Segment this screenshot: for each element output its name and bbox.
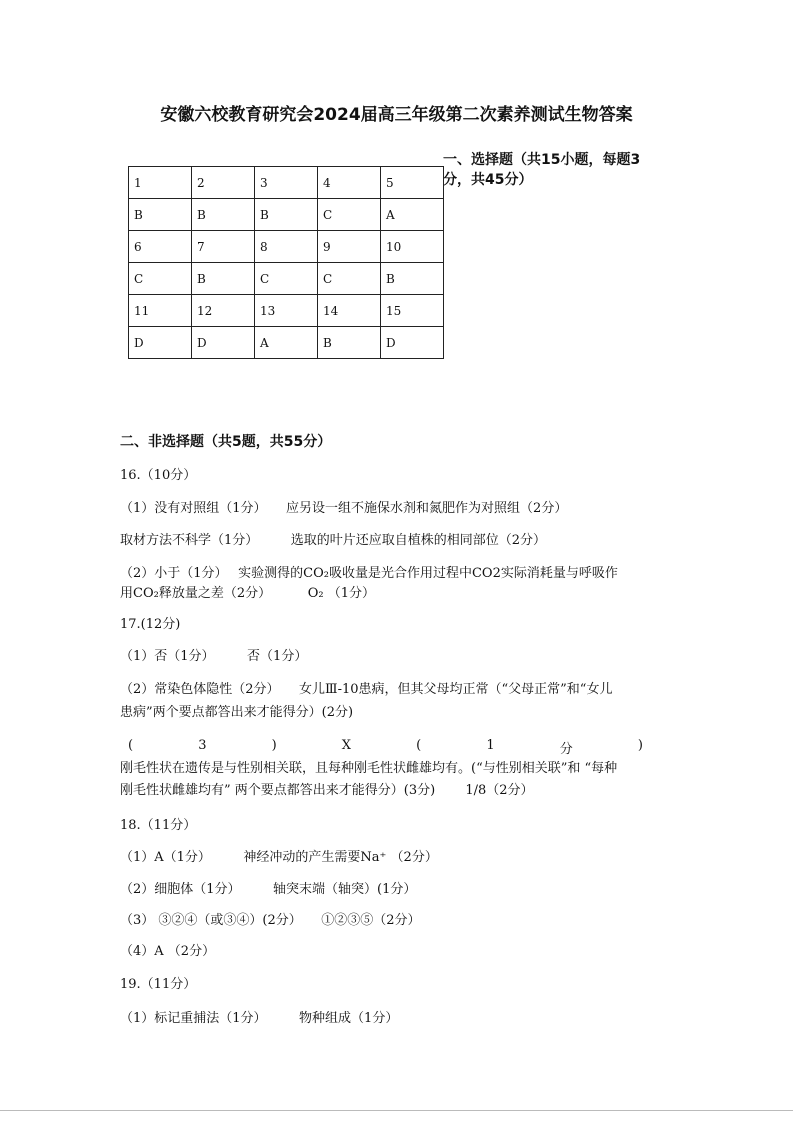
page-title: 安徽六校教育研究会2024届高三年级第二次素养测试生物答案 [160,105,633,125]
table-cell: B [255,199,318,231]
q19-answer-1: （1）标记重捕法（1分） 物种组成（1分） [120,1011,399,1026]
section2-heading: 二、非选择题（共5题，共55分） [120,434,332,450]
q17-part: 分 [559,742,573,757]
q17-answer-1: （1）否（1分） 否（1分） [120,649,308,664]
section1-heading-cont: 分，共45分） [443,172,533,188]
table-row [129,231,444,263]
q16-answer-2a: （2）小于（1分） 实验测得的CO₂吸收量是光合作用过程中CO2实际消耗量与呼吸作 [120,566,618,581]
q17-part: ) [637,738,643,753]
table-cell: B [318,327,381,359]
table-cell: D [192,327,255,359]
q18-answer-4: （4）A （2分） [120,944,216,959]
q19-heading: 19.（11分） [120,977,197,992]
table-cell: C [318,199,381,231]
section1-heading: 一、选择题（共15小题，每题3 [443,152,641,168]
table-cell: D [381,327,444,359]
q17-answer-4b: 刚毛性状雌雄均有” 两个要点都答出来才能得分）(3分) 1/8（2分） [120,783,534,798]
table-cell: D [129,327,192,359]
q17-heading: 17.(12分) [120,617,181,632]
table-cell: 11 [129,295,192,327]
table-cell: 4 [318,167,381,199]
table-row [129,167,444,199]
q18-answer-2: （2）细胞体（1分） 轴突末端（轴突）(1分） [120,882,417,897]
q17-part: 1 [486,738,495,753]
table-cell: 8 [255,231,318,263]
table-cell: B [381,263,444,295]
q17-part: ( [416,738,422,753]
table-row [129,327,444,359]
table-cell: A [381,199,444,231]
table-cell: 12 [192,295,255,327]
table-cell: 1 [129,167,192,199]
table-cell: C [255,263,318,295]
table-row [129,295,444,327]
page-divider [0,1110,793,1111]
table-cell: 6 [129,231,192,263]
table-cell: B [192,199,255,231]
table-row [129,199,444,231]
q17-part: X [341,738,352,753]
table-cell: C [129,263,192,295]
answer-table [128,166,444,359]
table-cell: 15 [381,295,444,327]
table-cell: B [129,199,192,231]
q18-answer-1: （1）A（1分） 神经冲动的产生需要Na⁺ （2分） [120,850,438,865]
table-cell: 10 [381,231,444,263]
q17-part: ( [128,738,134,753]
table-row [129,263,444,295]
table-cell: 14 [318,295,381,327]
q16-answer-1b: 取材方法不科学（1分） 选取的叶片还应取自植株的相同部位（2分） [120,533,547,548]
q17-answer-4a: 刚毛性状在遗传是与性别相关联，且每种刚毛性状雌雄均有。(“与性别相关联”和 “每种 [120,761,618,776]
table-cell: C [318,263,381,295]
q18-answer-3: （3） ③②④（或③④）(2分） ①②③⑤（2分） [120,913,421,928]
table-cell: 9 [318,231,381,263]
q16-answer-1: （1）没有对照组（1分） 应另设一组不施保水剂和氮肥作为对照组（2分） [120,501,568,516]
table-cell: 2 [192,167,255,199]
q17-part: 3 [198,738,207,753]
table-cell: 13 [255,295,318,327]
table-cell: B [192,263,255,295]
q16-heading: 16.（10分） [120,468,197,483]
table-cell: 3 [255,167,318,199]
q17-part: ) [271,738,277,753]
q18-heading: 18.（11分） [120,818,197,833]
table-cell: 7 [192,231,255,263]
table-cell: 5 [381,167,444,199]
q17-answer-2b: 患病”两个要点都答出来才能得分）(2分) [120,705,354,720]
q17-answer-2a: （2）常染色体隐性（2分） 女儿Ⅲ-10患病，但其父母均正常（“父母正常”和“女儿 [120,682,613,697]
q17-answer-3 [128,738,643,757]
table-cell: A [255,327,318,359]
q16-answer-2b: 用CO₂释放量之差（2分） O₂ （1分） [120,586,375,601]
